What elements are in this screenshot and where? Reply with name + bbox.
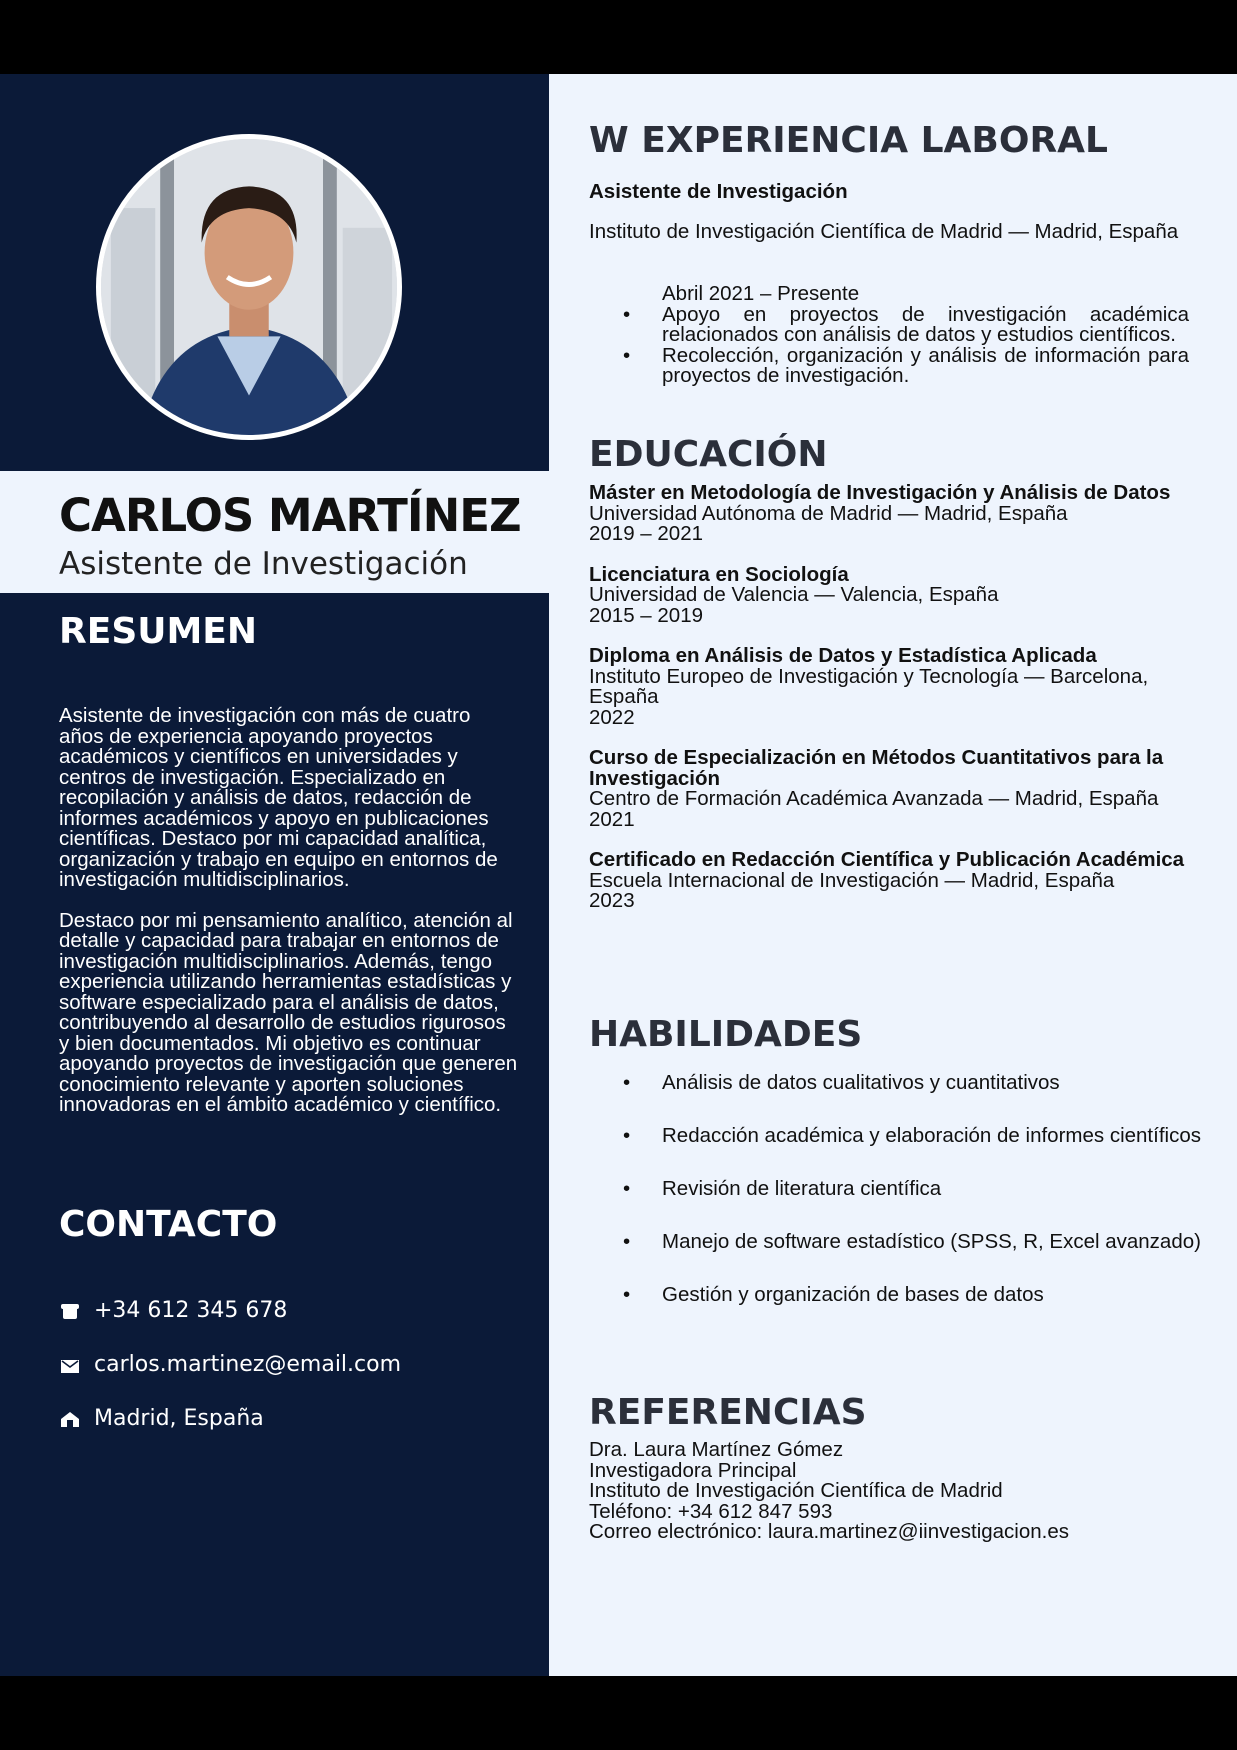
references-heading: REFERENCIAS bbox=[589, 1392, 867, 1433]
skills-list bbox=[589, 1070, 1209, 1335]
phone-icon bbox=[59, 1300, 81, 1322]
bottom-black-bar bbox=[0, 1676, 1237, 1750]
job-details bbox=[589, 284, 1189, 387]
contact-phone[interactable] bbox=[59, 1298, 287, 1323]
reference-phone: Teléfono: +34 612 847 593 bbox=[589, 1499, 833, 1523]
education-place: Universidad Autónoma de Madrid — Madrid, España bbox=[589, 501, 1068, 525]
reference-email: Correo electrónico: laura.martinez@iinvestigacion.es bbox=[589, 1520, 1069, 1543]
reference-name: Dra. Laura Martínez Gómez bbox=[589, 1438, 844, 1461]
job-dates: Abril 2021 – Presente bbox=[662, 282, 860, 305]
contact-location-text: Madrid, España bbox=[94, 1406, 264, 1431]
education-item bbox=[589, 748, 1209, 830]
experience-heading: W EXPERIENCIA LABORAL bbox=[589, 120, 1108, 161]
job-title: Asistente de Investigación bbox=[589, 180, 848, 203]
education-degree: Diploma en Análisis de Datos y Estadística Aplicada bbox=[589, 644, 1097, 667]
name-band bbox=[0, 471, 549, 593]
education-degree: Licenciatura en Sociología bbox=[589, 562, 849, 586]
contact-location[interactable] bbox=[59, 1406, 264, 1431]
job-bullet-1: • Apoyo en proyectos de investigación académica relacionados con análisis de datos y estudios científicos. bbox=[589, 305, 1189, 346]
summary-paragraph-1: Asistente de investigación con más de cuatro años de experiencia apoyando proyectos académicos y científicos en universidades y centros de investigación. Especializado en recopilación y análisis de datos, redacción de informes académicos y apoyo en publicaciones científicas. Destaco por mi capacidad analítica, organización y trabajo en equipo en entornos de investigación multidisciplinarios. bbox=[59, 704, 498, 891]
education-item bbox=[589, 483, 1209, 545]
skill-item: • Manejo de software estadístico (SPSS, R, Excel avanzado) bbox=[589, 1229, 1209, 1255]
profile-photo bbox=[96, 134, 402, 440]
skill-item: • Análisis de datos cualitativos y cuantitativos bbox=[589, 1070, 1209, 1096]
reference-institution: Instituto de Investigación Científica de Madrid bbox=[589, 1479, 1003, 1502]
skills-heading: HABILIDADES bbox=[589, 1014, 863, 1055]
education-place: Centro de Formación Académica Avanzada — Madrid, España bbox=[589, 787, 1159, 810]
reference-position: Investigadora Principal bbox=[589, 1458, 797, 1482]
summary-heading: RESUMEN bbox=[59, 611, 258, 652]
education-item bbox=[589, 562, 1209, 627]
education-place: Universidad de Valencia — Valencia, España bbox=[589, 583, 999, 606]
skill-item: • Revisión de literatura científica bbox=[589, 1176, 1209, 1202]
education-years: 2021 bbox=[589, 807, 635, 831]
education-years: 2015 – 2019 bbox=[589, 603, 704, 627]
education-degree: Curso de Especialización en Métodos Cuantitativos para la Investigación bbox=[589, 746, 1164, 790]
skill-item: • Gestión y organización de bases de datos bbox=[589, 1282, 1209, 1308]
top-black-bar bbox=[0, 0, 1237, 74]
summary-text bbox=[59, 706, 519, 1116]
left-column bbox=[0, 74, 549, 1676]
education-place: Escuela Internacional de Investigación — Madrid, España bbox=[589, 868, 1115, 892]
portrait-illustration bbox=[101, 139, 397, 435]
contact-email[interactable] bbox=[59, 1352, 401, 1377]
job-bullet-2: • Recolección, organización y análisis de información para proyectos de investigación. bbox=[589, 346, 1189, 387]
contact-heading: CONTACTO bbox=[59, 1204, 278, 1245]
skill-item: • Redacción académica y elaboración de informes científicos bbox=[589, 1123, 1209, 1149]
education-years: 2019 – 2021 bbox=[589, 522, 704, 545]
education-list bbox=[589, 483, 1209, 912]
job-organization: Instituto de Investigación Científica de Madrid — Madrid, España bbox=[589, 220, 1179, 243]
location-icon bbox=[59, 1408, 81, 1430]
education-place: Instituto Europeo de Investigación y Tecnología — Barcelona, España bbox=[589, 664, 1149, 708]
contact-phone-text: +34 612 345 678 bbox=[94, 1298, 288, 1323]
education-heading: EDUCACIÓN bbox=[589, 434, 828, 475]
education-years: 2023 bbox=[589, 889, 635, 912]
education-item bbox=[589, 646, 1209, 728]
education-degree: Máster en Metodología de Investigación y Análisis de Datos bbox=[589, 481, 1171, 504]
person-name: CARLOS MARTÍNEZ bbox=[59, 489, 521, 542]
contact-email-text: carlos.martinez@email.com bbox=[94, 1352, 402, 1377]
references-block bbox=[589, 1440, 1209, 1543]
summary-paragraph-2: Destaco por mi pensamiento analítico, atención al detalle y capacidad para trabajar en entornos de investigación multidisciplinarios. Además, tengo experiencia utilizando herramientas estadísticas y software especializado para el análisis de datos, contribuyendo al desarrollo de estudios rigurosos y bien documentados. Mi objetivo es continuar apoyando proyectos de investigación que generen conocimiento relevante y aporten soluciones innovadoras en el ámbito académico y científico. bbox=[59, 908, 518, 1116]
education-years: 2022 bbox=[589, 705, 635, 729]
education-degree: Certificado en Redacción Científica y Publicación Académica bbox=[589, 848, 1185, 871]
right-column bbox=[549, 74, 1237, 1676]
email-icon bbox=[59, 1354, 81, 1376]
person-role: Asistente de Investigación bbox=[59, 546, 468, 582]
education-item bbox=[589, 850, 1209, 912]
